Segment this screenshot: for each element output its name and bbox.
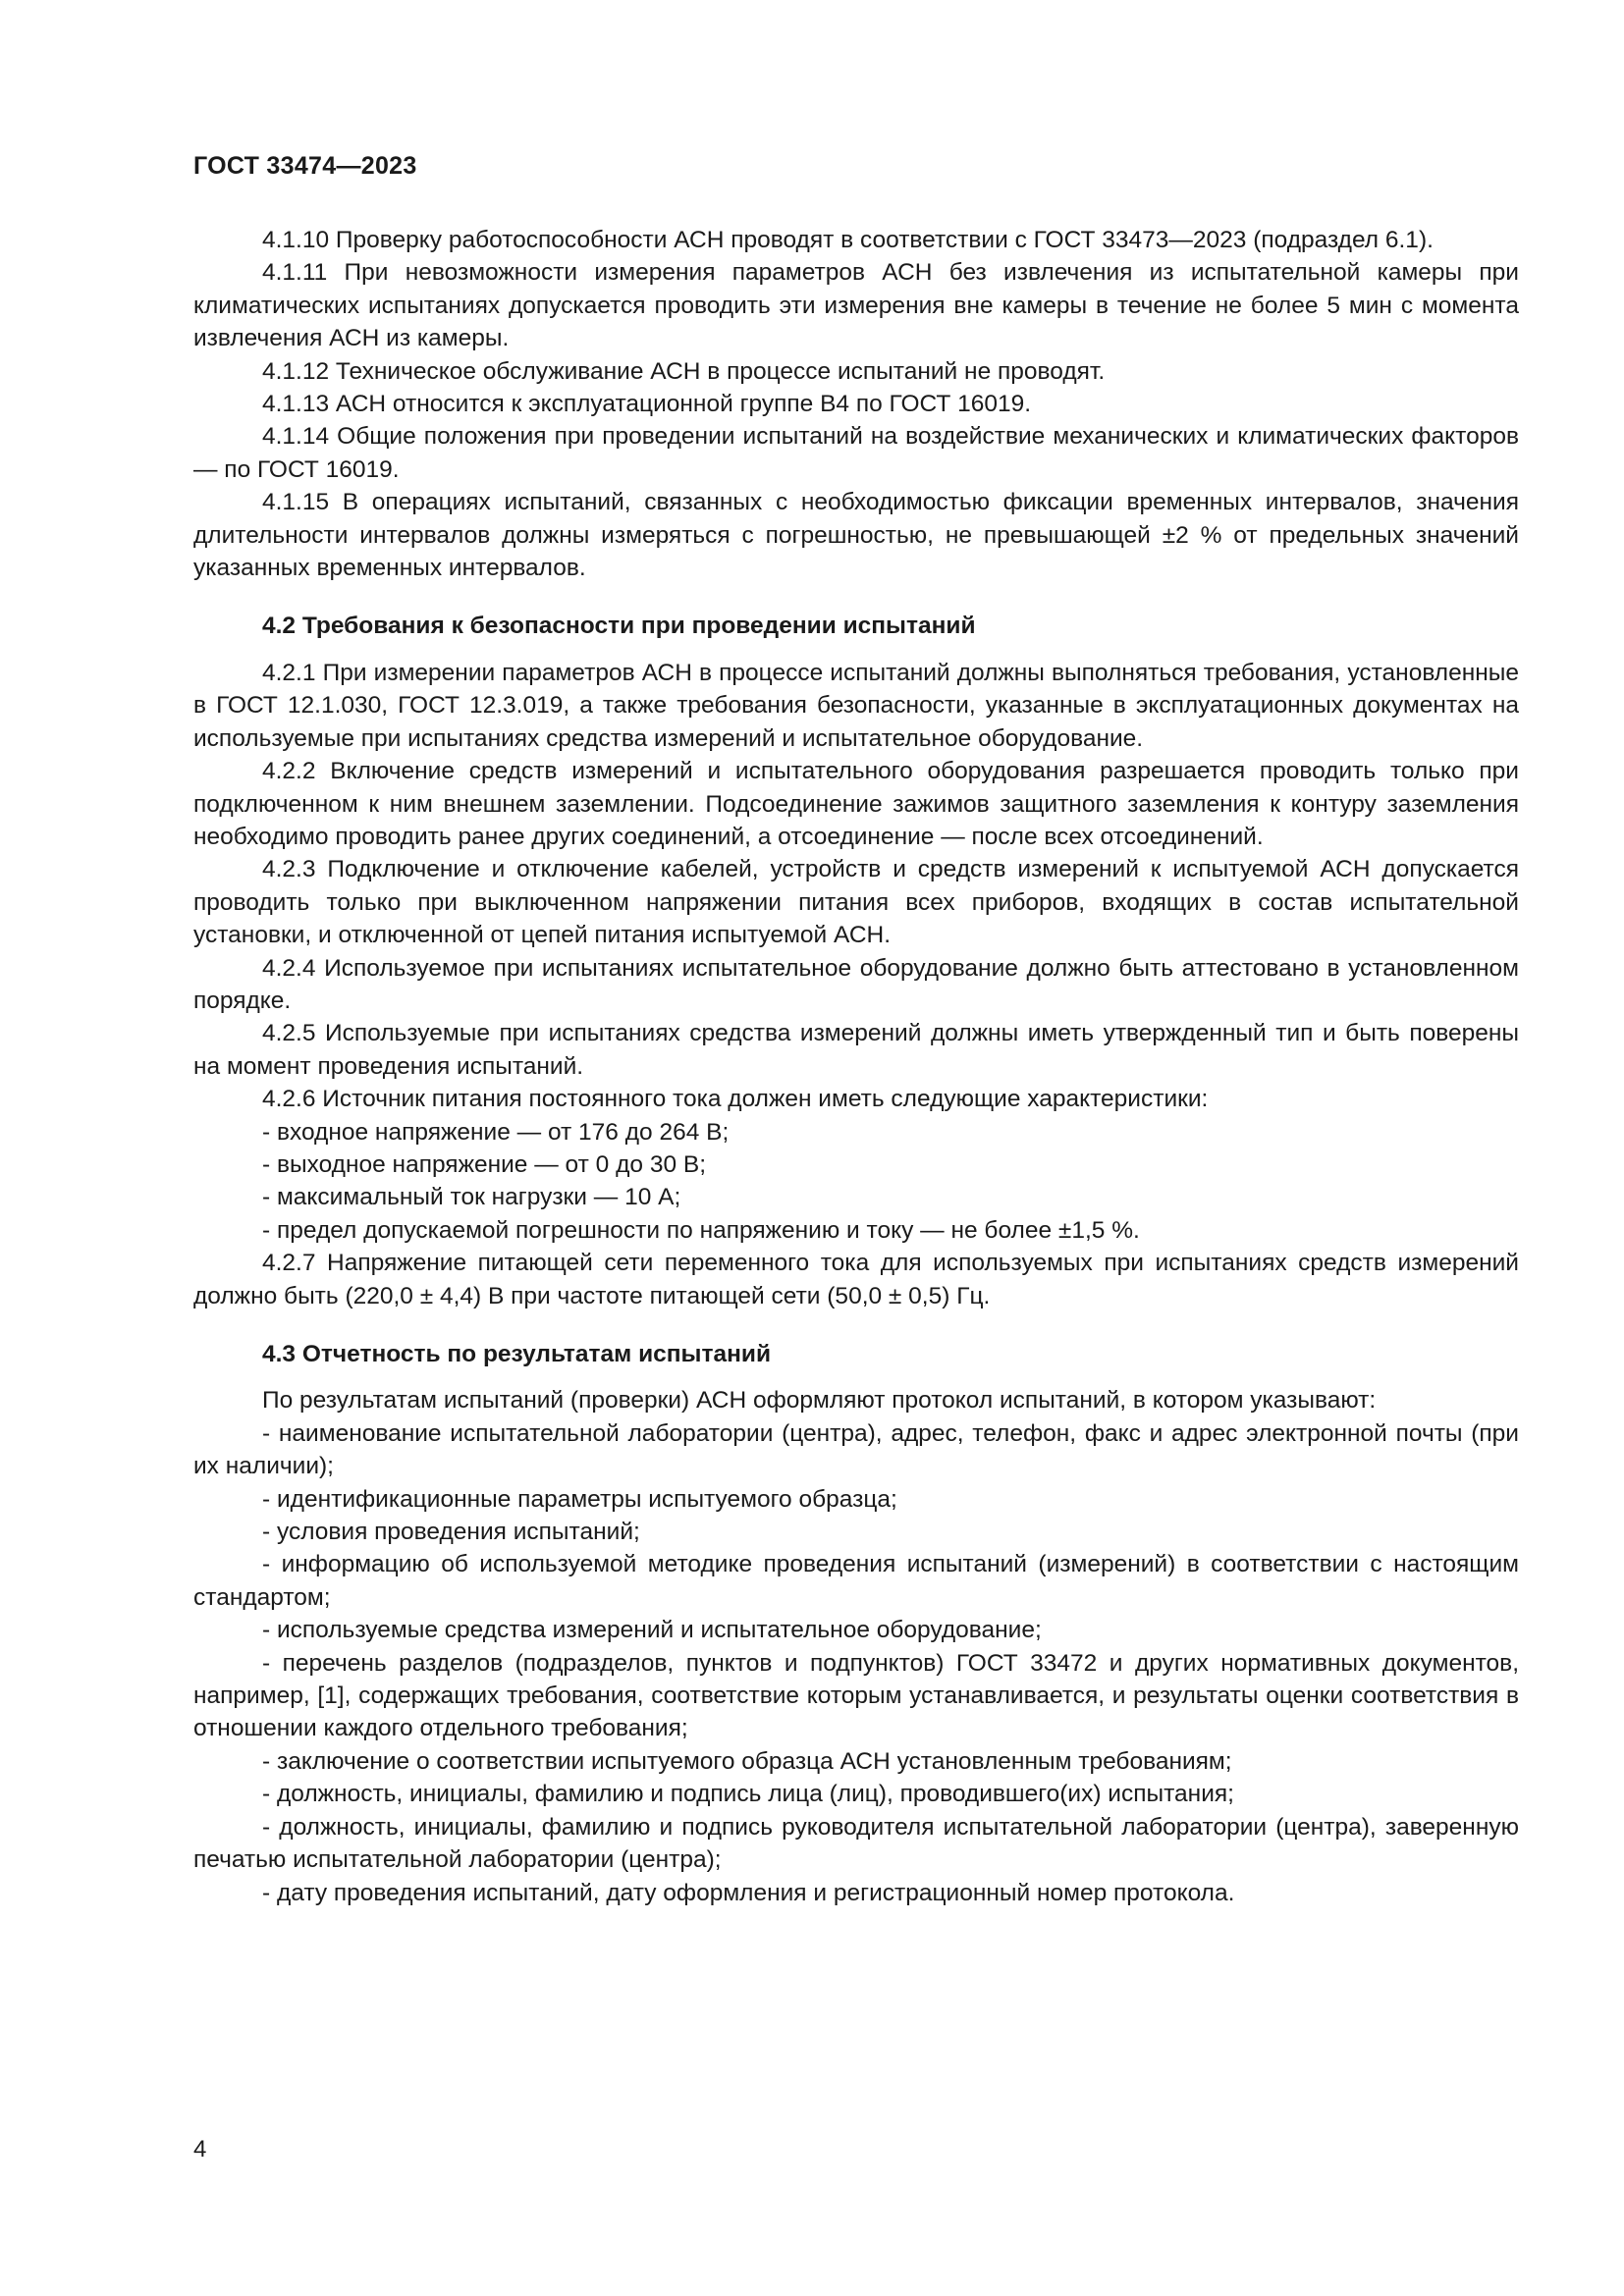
paragraph-4-1-10: 4.1.10 Проверку работоспособности АСН проводят в соответствии с ГОСТ 33473—2023 (подраздел 6.1).: [262, 227, 1434, 253]
page-number: 4: [193, 2136, 207, 2163]
section-4-2: [193, 657, 1519, 1312]
paragraph-4-1-15: 4.1.15 В операциях испытаний, связанных с необходимостью фиксации временных интервалов, значения длительности интервалов должны измеряться с погрешностью, не превышающей ±2 % от предельных значений указанных временных интервалов.: [193, 489, 1519, 582]
paragraph-4-3-intro: По результатам испытаний (проверки) АСН оформляют протокол испытаний, в котором указывают:: [262, 1387, 1377, 1415]
paragraph-4-2-4: 4.2.4 Используемое при испытаниях испытательное оборудование должно быть аттестовано в установленном порядке.: [193, 954, 1519, 1014]
list-item: - выходное напряжение — от 0 до 30 В;: [262, 1150, 707, 1178]
document-header: ГОСТ 33474—2023: [193, 152, 417, 180]
list-item: - наименование испытательной лаборатории (центра), адрес, телефон, факс и адрес электронной почты (при их наличии);: [193, 1419, 1519, 1480]
paragraph-4-1-13: 4.1.13 АСН относится к эксплуатационной группе В4 по ГОСТ 16019.: [262, 391, 1032, 418]
paragraph-4-1-11: 4.1.11 При невозможности измерения параметров АСН без извлечения из испытательной камеры при климатических испытаниях допускается проводить эти измерения вне камеры в течение не более 5 мин с момента извлечения АСН из камеры.: [193, 259, 1519, 352]
section-4-1: [193, 224, 1519, 584]
paragraph-4-2-2: 4.2.2 Включение средств измерений и испытательного оборудования разрешается проводить только при подключенном к ним внешнем заземлении. Подсоединение зажимов защитного заземления к контуру заземления необходимо проводить ранее других соединений, а отсоединение — после всех отсоединений.: [193, 758, 1519, 850]
list-item: - используемые средства измерений и испытательное оборудование;: [262, 1617, 1042, 1644]
section-4-3: [193, 1384, 1519, 1909]
list-item: - заключение о соответствии испытуемого образца АСН установленным требованиям;: [262, 1747, 1232, 1775]
list-item: - информацию об используемой методике проведения испытаний (измерений) в соответствии с настоящим стандартом;: [193, 1551, 1519, 1611]
list-item: - предел допускаемой погрешности по напряжению и току — не более ±1,5 %.: [262, 1216, 1140, 1244]
section-heading-4-2: 4.2 Требования к безопасности при проведении испытаний: [262, 613, 976, 640]
list-item: - должность, инициалы, фамилию и подпись руководителя испытательной лаборатории (центра), заверенную печатью испытательной лаборатории (центра);: [193, 1813, 1519, 1874]
list-item: - входное напряжение — от 176 до 264 В;: [262, 1118, 730, 1146]
paragraph-4-2-1: 4.2.1 При измерении параметров АСН в процессе испытаний должны выполняться требования, установленные в ГОСТ 12.1.030, ГОСТ 12.3.019, а также требования безопасности, указанные в эксплуатационных документах на используемые при испытаниях средства измерений и испытательное оборудование.: [193, 659, 1519, 752]
list-item: - условия проведения испытаний;: [262, 1519, 640, 1546]
document-body: [193, 224, 1519, 1909]
paragraph-4-1-14: 4.1.14 Общие положения при проведении испытаний на воздействие механических и климатических факторов — по ГОСТ 16019.: [193, 423, 1519, 483]
list-item: - идентификационные параметры испытуемого образца;: [262, 1485, 897, 1513]
paragraph-4-2-7: 4.2.7 Напряжение питающей сети переменного тока для используемых при испытаниях средств измерений должно быть (220,0 ± 4,4) В при частоте питающей сети (50,0 ± 0,5) Гц.: [193, 1250, 1519, 1309]
paragraph-4-1-12: 4.1.12 Техническое обслуживание АСН в процессе испытаний не проводят.: [262, 357, 1106, 385]
section-heading-4-3: 4.3 Отчетность по результатам испытаний: [262, 1341, 772, 1367]
list-item: - дату проведения испытаний, дату оформления и регистрационный номер протокола.: [262, 1879, 1235, 1906]
list-item: - должность, инициалы, фамилию и подпись лица (лиц), проводившего(их) испытания;: [262, 1781, 1234, 1808]
list-item: - перечень разделов (подразделов, пунктов и подпунктов) ГОСТ 33472 и других нормативных документов, например, [1], содержащих требования, соответствие которым устанавливается, и результаты оценки соответствия в отношении каждого отдельного требования;: [193, 1649, 1519, 1742]
paragraph-4-2-3: 4.2.3 Подключение и отключение кабелей, устройств и средств измерений к испытуемой АСН допускается проводить только при выключенном напряжении питания всех приборов, входящих в состав испытательной установки, и отключенной от цепей питания испытуемой АСН.: [193, 856, 1519, 949]
paragraph-4-2-5: 4.2.5 Используемые при испытаниях средства измерений должны иметь утвержденный тип и быть поверены на момент проведения испытаний.: [193, 1020, 1519, 1080]
list-item: - максимальный ток нагрузки — 10 А;: [262, 1184, 681, 1211]
paragraph-4-2-6: 4.2.6 Источник питания постоянного тока должен иметь следующие характеристики:: [262, 1086, 1209, 1113]
